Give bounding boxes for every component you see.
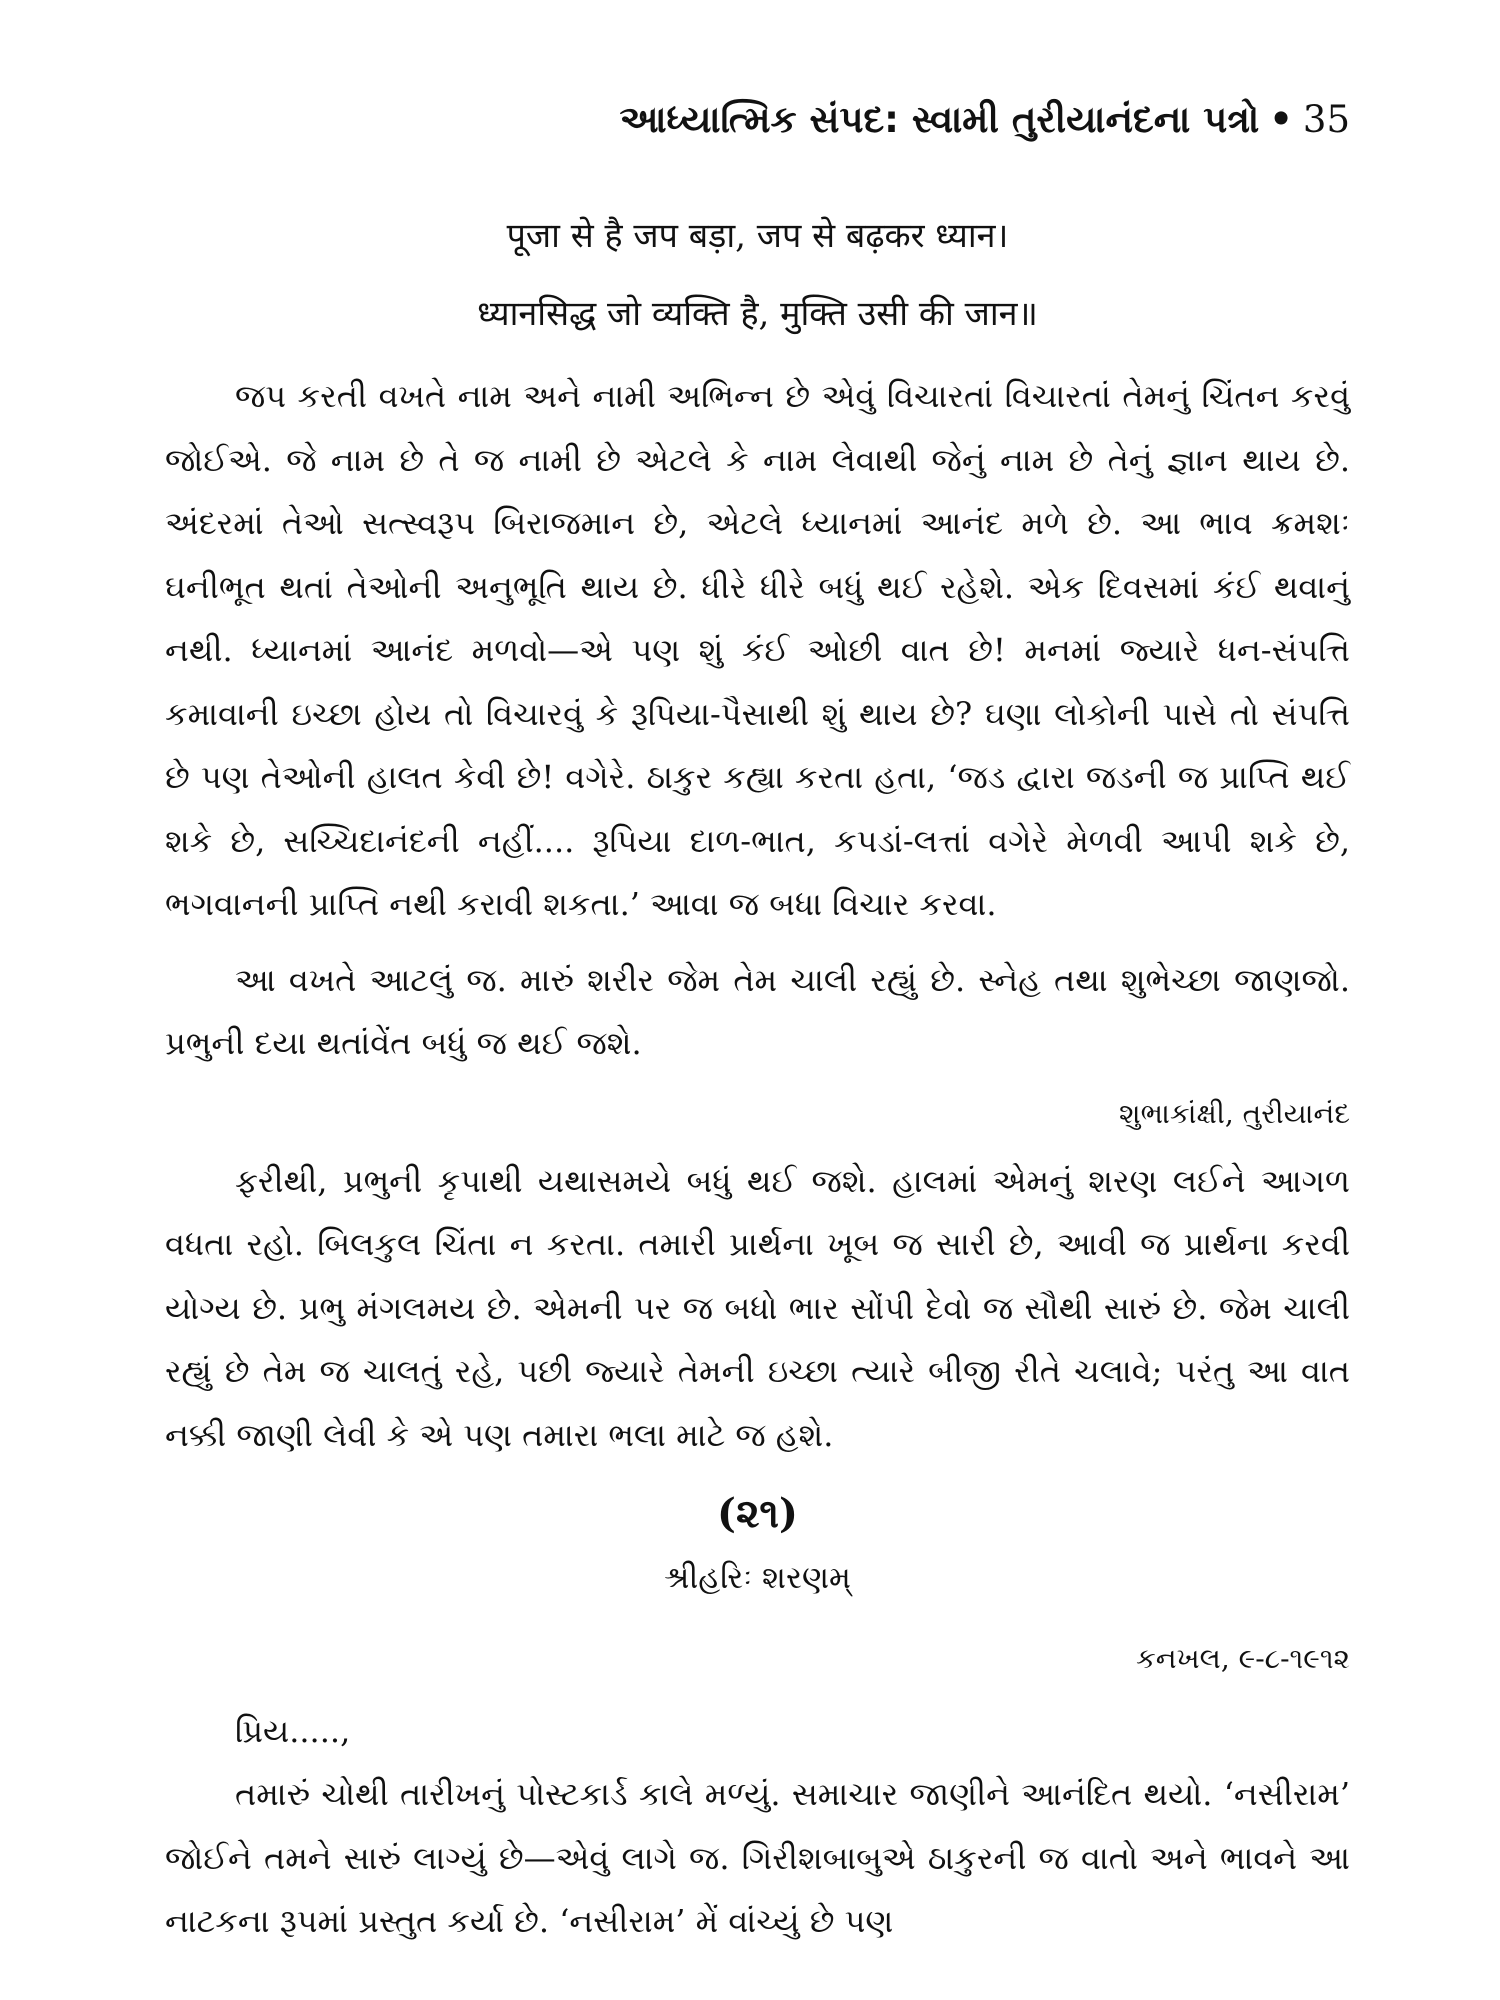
salutation: પ્રિય.....,: [235, 1712, 351, 1750]
verse-line-1: पूजा से है जप बड़ा, जप से बढ़कर ध्यान।: [506, 216, 1009, 256]
header-title: આધ્યાત્મિક સંપદ: સ્વામી તુરીયાનંદના પત્રો: [619, 98, 1260, 141]
signature: શુભાકાંક્ષી, તુરીયાનંદ: [1119, 1096, 1350, 1130]
paragraph-3: ફરીથી, પ્રભુની કૃપાથી યથાસમયે બધું થઈ જશે. હાલમાં એમનું શરણ લઈને આગળ વધતા રહો. બિલકુલ ચિંતા ન કરતા. તમારી પ્રાર્થના ખૂબ જ સારી છે, આવી જ પ્રાર્થના કરવી યોગ્ય છે. પ્રભુ મંગલમય છે. એમની પર જ બધો ભાર સોંપી દેવો જ સૌથી સારું છે. જેમ ચાલી રહ્યું છે તેમ જ ચાલતું રહે, પછી જ્યારે તેમની ઇચ્છા ત્યારે બીજી રીતે ચલાવે; પરંતુ આ વાત નક્કી જાણી લેવી કે એ પણ તમારા ભલા માટે જ હશે.: [165, 1161, 1350, 1454]
hindi-verse: [165, 197, 1350, 353]
place-date: કનખલ, ૯-૮-૧૯૧૨: [1136, 1642, 1350, 1675]
header-bullet: •: [1269, 98, 1293, 141]
verse-line-2: ध्यानसिद्ध जो व्यक्ति है, मुक्ति उसी की जान॥: [477, 294, 1038, 334]
letter-number: (૨૧): [717, 1490, 798, 1537]
paragraph-4: તમારું ચોથી તારીખનું પોસ્ટકાર્ડ કાલે મળ્યું. સમાચાર જાણીને આનંદિત થયો. ‘નસીરામ’ જોઈને તમને સારું લાગ્યું છે—એવું લાગે જ. ગિરીશબાબુએ ઠાકુરની જ વાતો અને ભાવને આ નાટકના રૂપમાં પ્રસ્તુત કર્યા છે. ‘નસીરામ’ મેં વાંચ્યું છે પણ: [165, 1775, 1350, 1940]
paragraph-2: આ વખતે આટલું જ. મારું શરીર જેમ તેમ ચાલી રહ્યું છે. સ્નેહ તથા શુભેચ્છા જાણજો. પ્રભુની દયા થતાંવેંત બધું જ થઈ જશે.: [165, 960, 1350, 1062]
invocation: શ્રીહરિઃ શરણમ્: [664, 1560, 851, 1596]
paragraph-1: જપ કરતી વખતે નામ અને નામી અભિન્ન છે એવું વિચારતાં વિચારતાં તેમનું ચિંતન કરવું જોઈએ. જે નામ છે તે જ નામી છે એટલે કે નામ લેવાથી જેનું નામ છે તેનું જ્ઞાન થાય છે. અંદરમાં તેઓ સત્સ્વરૂપ બિરાજમાન છે, એટલે ધ્યાનમાં આનંદ મળે છે. આ ભાવ ક્રમશઃ ઘનીભૂત થતાં તેઓની અનુભૂતિ થાય છે. ધીરે ધીરે બધું થઈ રહેશે. એક દિવસમાં કંઈ થવાનું નથી. ધ્યાનમાં આનંદ મળવો—એ પણ શું કંઈ ઓછી વાત છે! મનમાં જ્યારે ધન-સંપત્તિ કમાવાની ઇચ્છા હોય તો વિચારવું કે રૂપિયા-પૈસાથી શું થાય છે? ઘણા લોકોની પાસે તો સંપત્તિ છે પણ તેઓની હાલત કેવી છે! વગેરે. ઠાકુર કહ્યા કરતા હતા, ‘જડ દ્વારા જડની જ પ્રાપ્તિ થઈ શકે છે, સચ્ચિદાનંદની નહીં.... રૂપિયા દાળ-ભાત, કપડાં-લત્તાં વગેરે મેળવી આપી શકે છે, ભગવાનની પ્રાપ્તિ નથી કરાવી શકતા.’ આવા જ બધા વિચાર કરવા.: [165, 377, 1350, 923]
running-header: [165, 95, 1350, 145]
page-number: 35: [1302, 98, 1350, 141]
